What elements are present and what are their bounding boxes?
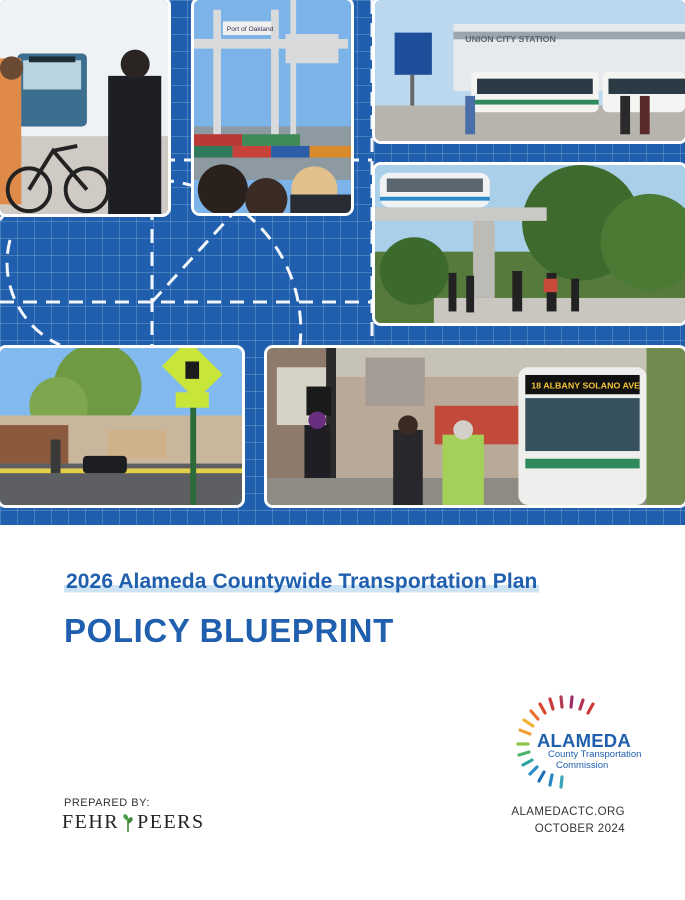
photo-elevated-train [372, 162, 685, 326]
photo-albany-bus [264, 345, 685, 508]
fehr-peers-logo [62, 811, 205, 834]
bus-destination-sign: 18 ALBANY SOLANO AVE [531, 380, 641, 391]
page-title: POLICY BLUEPRINT [64, 612, 394, 649]
leaf-icon [121, 813, 135, 833]
website-link[interactable]: ALAMEDACTC.ORG [511, 806, 625, 818]
logo-subtitle-line2: Commission [556, 760, 609, 771]
photo-union-city-station [372, 0, 685, 144]
photo-crosswalk-sign [0, 345, 245, 508]
plan-subtitle: 2026 Alameda Countywide Transportation Plan [66, 570, 538, 593]
logo-wordmark: ALAMEDA [537, 730, 631, 751]
port-sign: Port of Oakland [226, 26, 274, 34]
peers-word: PEERS [137, 811, 205, 833]
logo-subtitle-line1: County Transportation [548, 749, 642, 760]
station-sign: UNION CITY STATION [465, 34, 556, 45]
publication-date: OCTOBER 2024 [534, 823, 625, 835]
fehr-word: FEHR [62, 811, 120, 833]
photo-port-cranes [191, 0, 354, 216]
photo-cyclists-bus [0, 0, 171, 217]
prepared-by-label: PREPARED BY: [64, 797, 150, 809]
